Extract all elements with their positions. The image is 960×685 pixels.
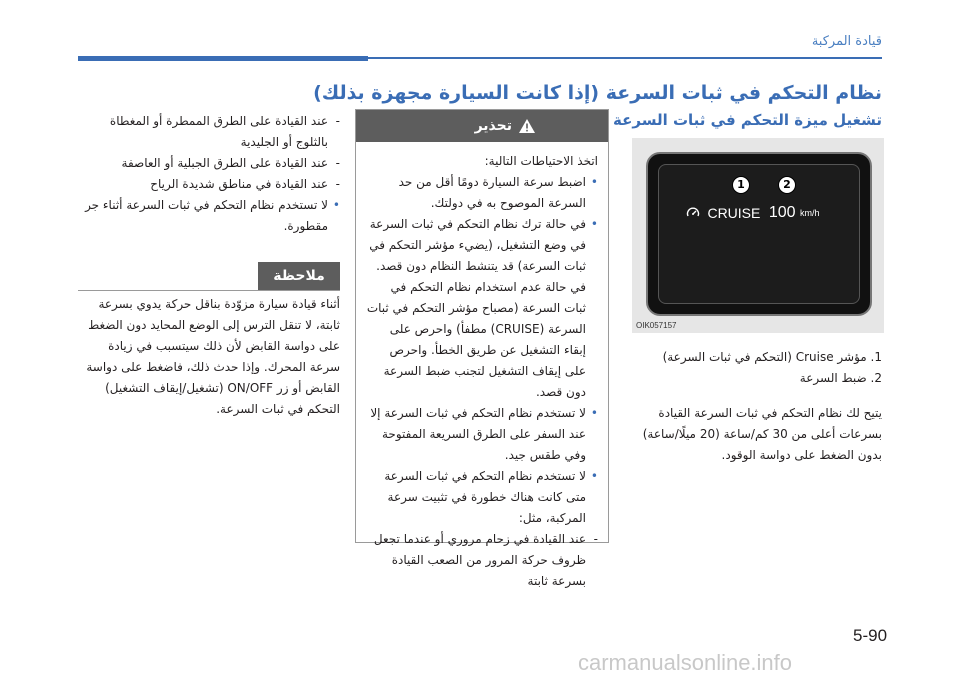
subsection-title: تشغيل ميزة التحكم في ثبات السرعة — [613, 111, 882, 129]
warning-bullet: • لا تستخدم نظام التحكم في ثبات السرعة إلا عند السفر على الطرق السريعة المفتوحة وفي طقس جيد. — [366, 403, 598, 466]
callout-1: 1 — [732, 176, 750, 194]
header-accent-bar — [78, 56, 368, 61]
warning-sub-item: - عند القيادة في زحام مروري أو عندما تجعل ظروف حركة المرور من الصعب القيادة بسرعة ثابتة — [366, 529, 598, 592]
cruise-indicator-text: CRUISE — [707, 205, 761, 221]
chapter-title: قيادة المركبة — [811, 34, 882, 49]
cluster-figure — [632, 138, 884, 333]
cluster-screen — [658, 164, 860, 304]
intro-paragraph: يتيح لك نظام التحكم في ثبات السرعة القيادة بسرعات أعلى من 30 كم/ساعة (20 ميلًا/ساعة) بدون الضغط على دواسة الوقود. — [642, 406, 882, 462]
warning-bullet: • لا تستخدم نظام التحكم في ثبات السرعة متى كانت هناك خطورة في تثبيت سرعة المركبة، مثل: — [366, 466, 598, 529]
warning-bullet: • في حالة ترك نظام التحكم في ثبات السرعة في وضع التشغيل، (يضيء مؤشر التحكم في ثبات السرعة) قد يتنشط النظام دون قصد. في حالة عدم استخدام نظام التحكم في ثبات السرعة (مصباح مؤشر التحكم في ثبات السرعة (CRUISE) مطفأ) واحرص على إبقاء التشغيل عن طريق الخطأ. واحرص على إيقاف التشغيل لتجنب ضبط السرعة دون قصد. — [366, 214, 598, 403]
legend-item-2: 2. ضبط السرعة — [799, 371, 882, 385]
figure-code: OIK057157 — [636, 321, 677, 330]
sub-item: - عند القيادة في مناطق شديدة الرياح — [78, 174, 340, 195]
warning-heading: تحذير — [474, 118, 512, 134]
speed-unit: km/h — [799, 208, 820, 218]
warning-box — [355, 109, 609, 588]
instrument-cluster — [646, 152, 872, 316]
watermark: carmanualsonline.info — [578, 650, 793, 675]
note-rule — [78, 290, 340, 291]
cruise-control-icon — [686, 206, 700, 220]
section-title: نظام التحكم في ثبات السرعة (إذا كانت السيارة مجهزة بذلك) — [313, 82, 882, 104]
warning-intro: اتخذ الاحتياطات التالية: — [484, 154, 598, 168]
sub-item: - عند القيادة على الطرق الممطرة أو المغطاة بالثلوج أو الجليدية — [78, 111, 340, 153]
warning-triangle-icon — [518, 118, 536, 134]
warning-bullet: • اضبط سرعة السيارة دومًا أقل من حد السرعة الموصوح به في دولتك. — [366, 172, 598, 214]
sub-item: - عند القيادة على الطرق الجبلية أو العاصفة — [78, 153, 340, 174]
set-speed-value: 100 — [768, 204, 796, 221]
callout-2: 2 — [778, 176, 796, 194]
note-heading: ملاحظة — [258, 262, 340, 290]
legend-item-1: 1. مؤشر Cruise (التحكم في ثبات السرعة) — [662, 350, 882, 364]
final-bullet: • لا تستخدم نظام التحكم في ثبات السرعة أثناء جر مقطورة. — [78, 195, 340, 237]
warning-body — [356, 142, 608, 592]
continued-list — [78, 111, 340, 237]
cruise-display — [686, 204, 819, 222]
warning-header — [356, 110, 608, 142]
note-text: أثناء قيادة سيارة مزوّدة بناقل حركة يدوي بسرعة ثابتة، لا تنقل الترس إلى الوضع المحايد دون الضغط على دواسة القابض لأن ذلك سيتسبب في زيادة سرعة المحرك. وإذا حدث ذلك، فاضغط على دواسة القابض أو زر ON/OFF (تشغيل/إيقاف التشغيل) التحكم في ثبات السرعة. — [86, 297, 340, 416]
page-number: 5-90 — [853, 626, 888, 645]
